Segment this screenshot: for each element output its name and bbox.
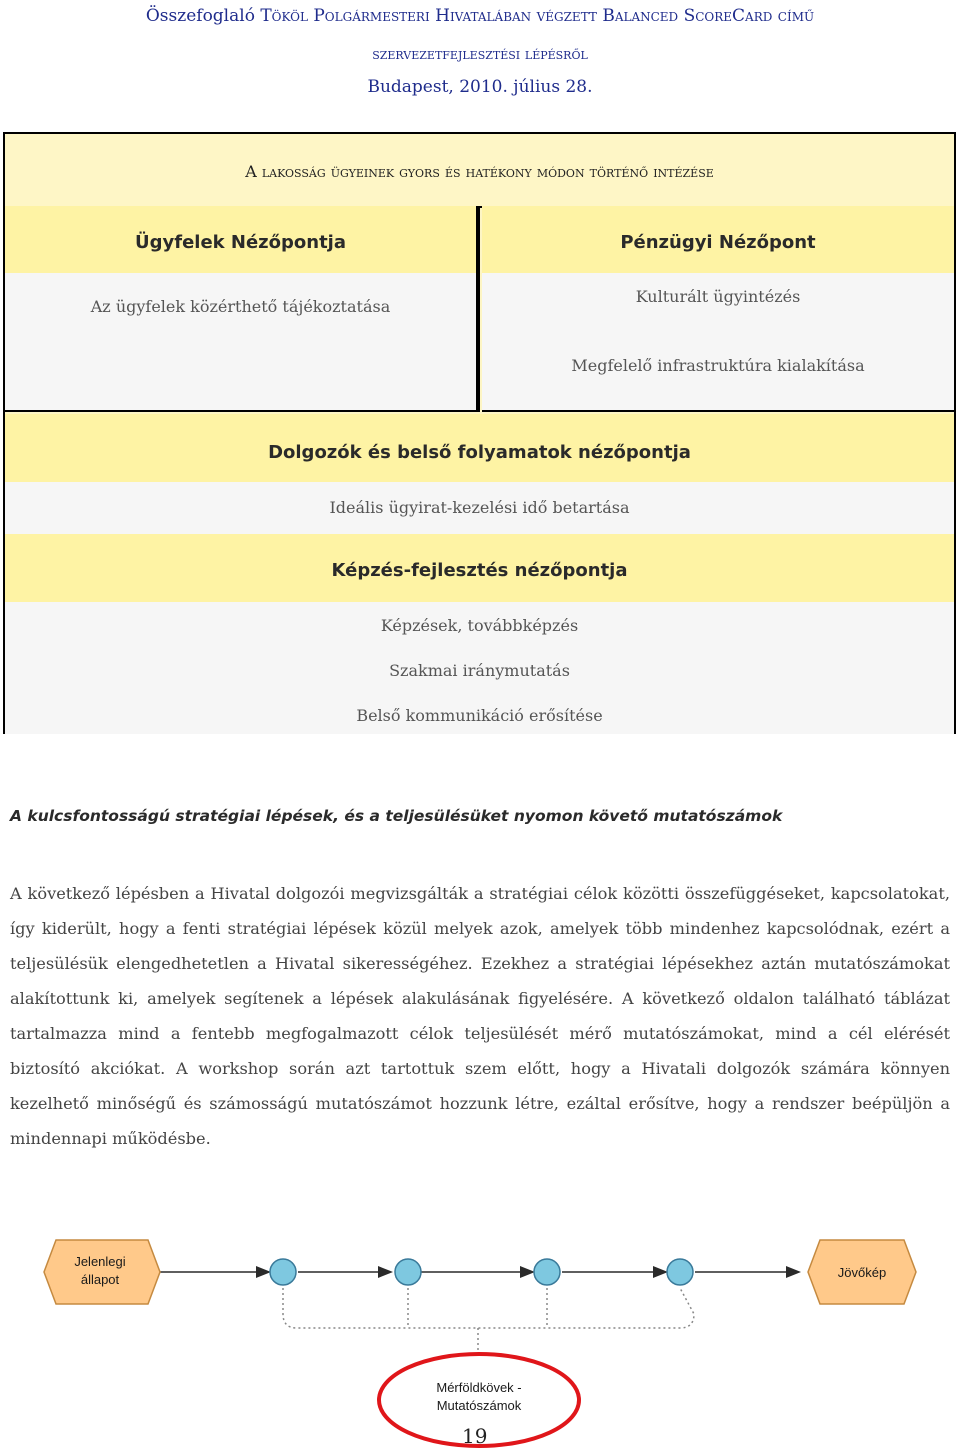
learning-item: Szakmai iránymutatás <box>389 661 570 680</box>
financial-perspective-title: Pénzügyi Nézőpont <box>620 232 816 253</box>
current-state-label: Jelenlegi <box>74 1254 126 1269</box>
strategy-title-row <box>5 134 954 208</box>
financial-item: Megfelelő infrastruktúra kialakítása <box>571 356 865 375</box>
internal-item: Ideális ügyirat-kezelési idő betartása <box>329 498 630 517</box>
current-state-node <box>44 1240 160 1304</box>
financial-item-cell <box>482 273 954 342</box>
header-prefix: Összefoglaló <box>145 6 255 26</box>
milestone-circle <box>270 1259 296 1285</box>
section-heading: A kulcsfontosságú stratégiai lépések, és a teljesülésüket nyomon követő mutatószámok <box>10 807 783 825</box>
document-header-line1 <box>0 6 960 26</box>
internal-perspective-body <box>5 482 954 534</box>
milestones-label: Mutatószámok <box>436 1398 522 1413</box>
internal-perspective-title: Dolgozók és belső folyamatok nézőpontja <box>268 442 691 463</box>
header-date: Budapest, 2010. július 28. <box>367 77 593 97</box>
customer-item: Az ügyfelek közérthető tájékoztatása <box>90 297 391 316</box>
financial-item: Kulturált ügyintézés <box>635 287 801 306</box>
learning-perspective-header <box>5 534 954 602</box>
body-paragraph: A következő lépésben a Hivatal dolgozói megvizsgálták a stratégiai célok közötti összefüggéseket, kapcsolatokat, így kiderült, hogy a fenti stratégiai lépések közül melyek azok, amelyek több mindenhez kapcsolódnak, ezért a teljesülésük elengedhetetlen a Hivatal sikerességéhez. Ezekhez a stratégiai lépésekhez aztán mutatószámokat alakítottunk ki, amelyek segítenek a lépések alakulásának figyelésére. A következő oldalon található táblázat tartalmazza mind a fentebb megfogalmazott célok teljesülését mérő mutatószámokat, mind a cél elérését biztosító akciókat. A workshop során azt tartottuk szem előtt, hogy a Hivatali dolgozók számára könnyen kezelhető minőségű és számosságú mutatószámot hozzunk létre, ezáltal erősítve, hogy a rendszer beépüljön a mindennapi működésbe. <box>10 884 950 1148</box>
milestone-diagram <box>0 1228 960 1448</box>
learning-item: Képzések, továbbképzés <box>380 616 579 635</box>
learning-perspective-title: Képzés-fejlesztés nézőpontja <box>331 560 628 581</box>
financial-perspective <box>482 206 954 412</box>
learning-perspective-body <box>5 602 954 734</box>
milestone-circle <box>534 1259 560 1285</box>
header-title: Tököl Polgármesteri Hivatalában végzett Balanced ScoreCard című <box>260 6 815 26</box>
financial-perspective-header <box>482 206 954 273</box>
customer-perspective-header <box>5 206 476 273</box>
financial-item-cell <box>482 341 954 410</box>
customer-perspective <box>5 206 480 412</box>
milestone-circle <box>667 1259 693 1285</box>
milestone-circle <box>395 1259 421 1285</box>
customer-perspective-title: Ügyfelek Nézőpontja <box>135 232 346 253</box>
header-title-line2: szervezetfejlesztési lépésről <box>372 45 588 63</box>
vision-label: Jövőkép <box>837 1265 887 1280</box>
milestones-label: Mérföldkövek - <box>436 1380 522 1395</box>
internal-perspective-header <box>5 414 954 482</box>
page-number: 19 <box>462 1424 488 1448</box>
learning-item: Belső kommunikáció erősítése <box>356 706 603 725</box>
current-state-label: állapot <box>80 1272 120 1287</box>
vision-node <box>808 1240 916 1304</box>
customer-perspective-body <box>5 273 476 410</box>
strategy-map-table <box>3 132 956 734</box>
strategy-title: A lakosság ügyeinek gyors és hatékony módon történő intézése <box>245 162 714 181</box>
